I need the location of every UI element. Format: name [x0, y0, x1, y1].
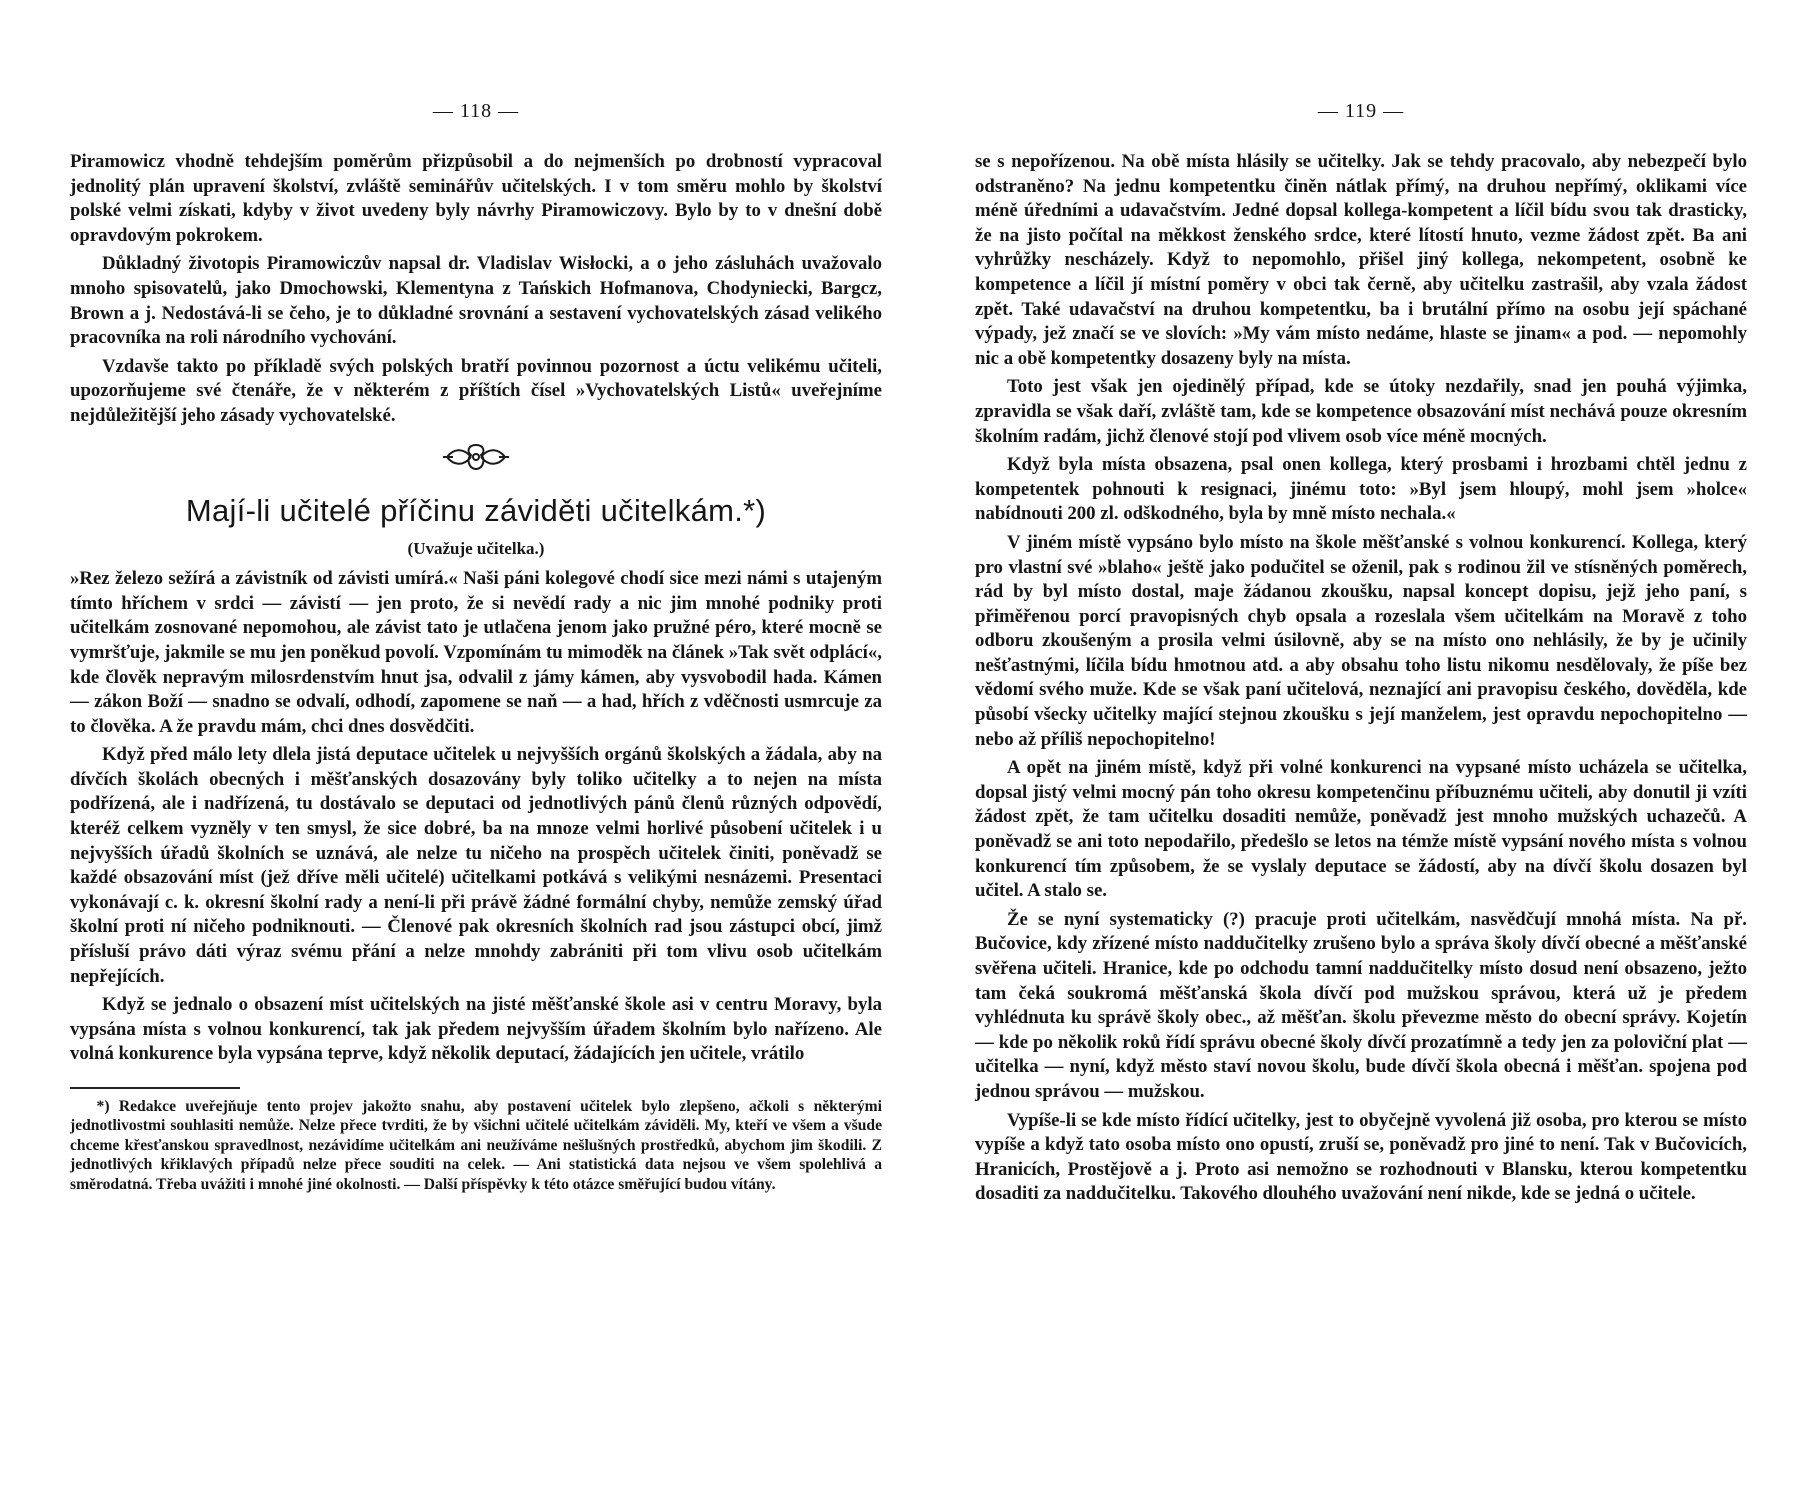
- intro-paragraph: Piramowicz vhodně tehdejším poměrům přizpůsobil a do nejmenších po drobností vypracoval jednolitý plán upravení školství, zvláště seminářův učitelských. I v tom směru mohlo by školství polské velmi získati, kdyby v život uvedeny byly návrhy Piramowiczovy. Bylo by to v dnešní době opravdovým pokrokem.: [70, 151, 882, 246]
- ornament-divider-icon: [70, 439, 882, 479]
- intro-paragraph: Důkladný životopis Piramowiczův napsal dr. Vladislav Wisłocki, a o jeho zásluhách uvažovalo mnoho spisovatelů, jako Dmochowski, Klementyna z Tańskich Hofmanova, Chodyniecki, Bargcz, Brown a j. Nedostává-li se čeho, je to důkladné srovnání a sestavení vychovatelských zásad velikého pracovníka na roli národního vychování.: [70, 253, 882, 349]
- right-column: [975, 150, 1747, 1207]
- body-paragraph: Vypíše-li se kde místo řídící učitelky, jest to obyčejně vyvolená již osoba, pro kterou se místo vypíše a když tato osoba místo ono opustí, zruší se, poněvadž pro jiné to není. Tak v Bučovicích, Hranicích, Prostějově a j. Proto asi nemožno se rozhodnouti v Blansku, kterou kompetentku dosaditi za naddučitelku. Takového dlouhého uvažování není nikde, kde se jedná o učitele.: [975, 1109, 1747, 1205]
- intro-paragraph: Vzdavše takto po příkladě svých polských bratří povinnou pozornost a úctu velikému učiteli, upozorňujeme své čtenáře, že v některém z příštích čísel »Vychovatelských Listů« uveřejníme nejdůležitější jeho zásady vychovatelské.: [70, 355, 882, 426]
- page-number-left: — 118 —: [432, 100, 520, 122]
- article-title: Mají-li učitelé příčinu záviděti učitelkám.*): [185, 492, 767, 528]
- left-column: [70, 150, 882, 1194]
- body-paragraph: Když byla místa obsazena, psal onen kollega, který prosbami i hrozbami chtěl jednu z kompetentek pohnouti k resignaci, jinému toto: »Byl jsem hloupý, mohl jsem »holce« nabídnouti 200 zl. odškodného, byla by mně místo nechala.«: [975, 454, 1747, 525]
- body-paragraph: Toto jest však jen ojedinělý případ, kde se útoky nezdařily, snad jen pouhá výjimka, zpravidla se však daří, zvláště tam, kde se kompetence obsazování míst nechává pouze okresním školním radám, jichž členové stojí pod vlivem osob více méně mocných.: [975, 376, 1747, 447]
- footnote-rule: [70, 1087, 240, 1089]
- body-paragraph: V jiném místě vypsáno bylo místo na škole měšťanské s volnou konkurencí. Kollega, který pro vlastní své »blaho« ještě jako podučitel se oženil, pak s rodinou žil ve stísněných poměrech, rád by byl místo dostal, maje žádanou zkoušku, napsal koncept dopisu, jejž jeho paní, s přiměřenou porcí pravopisných chyb opsala a rozeslala všem učitelkám na Moravě z toho odboru zkoušeným a prosila velmi úsilovně, aby se na místo ono nehlásily, že by je učinily nešťastnými, líčila bídu hmotnou atd. a aby obsahu toho listu nikomu nesdělovaly, že píše bez vědomí svého muže. Kde se však paní učitelová, neznající ani pravopisu českého, dověděla, kde působí všecky učitelky mající stejnou zkoušku s její manželem, jest opravdu nepochopitelno — nebo až příliš nepochopitelno!: [975, 531, 1747, 750]
- footnote-text: *) Redakce uveřejňuje tento projev jakožto snahu, aby postavení učitelek bylo zlepšeno, ačkoli s některými jednotlivostmi souhlasiti nemůže. Nelze přece tvrditi, že by všichni učitelé učitelkám záviděli. My, kteří ve všem a všude chceme křesťanskou spravedlnost, nezávidíme učitelkám ani neužíváme nešlušných prostředků, abychom jim škodili. Z jednotlivých křiklavých případů nelze přece souditi na celek. — Ani statistická data nejsou ve všem spolehlivá a směrodatná. Třeba uvážiti i mnohé jiné okolnosti. — Další příspěvky k této otázce směřující budou vítány.: [70, 1098, 882, 1193]
- article-byline: (Uvažuje učitelka.): [407, 538, 545, 558]
- article-paragraph: »Rez železo sežírá a závistník od závisti umírá.« Naši páni kolegové chodí sice mezi námi s utajeným tímto hříchem v srdci — závistí — jen proto, že si nevědí rady a nic jim mnohé podniky proti učitelkám zosnované nepomohou, ale závist tato je utlačena jenom jako pružné péro, které mocně se vymršťuje, jakmile se mu jen poněkud povolí. Vzpomínám tu mimoděk na článek »Tak svět odplácí«, kde člověk nepravým milosrdenstvím hnut jsa, odvalil z jámy kámen, aby vysvobodil hada. Kámen — zákon Boží — snadno se odvalí, odhodí, zapomene se naň — a had, hřích z vděčnosti usmrcuje za to člověka. A že pravdu mám, chci dnes dosvědčiti.: [70, 568, 882, 737]
- footnote: [70, 1097, 882, 1194]
- body-paragraph: Že se nyní systematicky (?) pracuje proti učitelkám, nasvědčují mnohá místa. Na př. Bučovice, kdy zřízené místo naddučitelky zrušeno bylo a správa školy dívčí obecné a měšťanské svěřena učiteli. Hranice, kde po odchodu tamní naddučitelky místo dosud není obsazeno, ježto tam čeká soukromá měšťanská škola dívčí pod mužskou správou, která už je předem vyhlédnuta ku správě školy obec., až měšťan. školu převezme město do obecní správy. Kojetín — kde po několik roků řídí správu obecné školy dívčí prozatímně a tedy jen za poloviční plat — učitelka — nyní, když město staví novou školu, bude dívčí škola obecná i měšťan. spojena pod jednou správou — mužskou.: [975, 908, 1747, 1102]
- article-paragraph: Když před málo lety dlela jistá deputace učitelek u nejvyšších orgánů školských a žádala, aby na dívčích školách obecných i měšťanských dosazovány byly toliko učitelky a to nejen na místa podřízená, ale i nadřízená, tu dostávalo se deputaci od jednotlivých pánů členů různých odpovědí, kteréž celkem vyzněly v ten smysl, že sice dobré, ba na mnoze velmi horlivé působení učitelek i u nejvyšších úřadů školních se uznává, ale nelze tu ničeho na prospěch učitelek činiti, poněvadž se každé obsazování míst (jež dříve měli učitelé) učitelkami potkává s velikými nesnázemi. Presentaci vykonávají c. k. okresní školní rady a není-li při právě žádné formální chyby, nemůže zemský úřad školní proti ní ničeho podniknouti. — Členové pak okresních školních rad jsou zástupci obcí, jimž přísluší právo dáti výraz svému přání a nelze mnohdy zabrániti při tom vlivu osob učitelkám nepřejících.: [70, 744, 882, 987]
- page-number-right: — 119 —: [1317, 100, 1405, 122]
- body-paragraph: se s nepořízenou. Na obě místa hlásily se učitelky. Jak se tehdy pracovalo, aby nebezpečí bylo odstraněno? Na jednu kompetentku činěn nátlak přímý, na druhou nepřímý, oklikami více méně úředními a udavačstvím. Jedné dopsal kollega-kompetent a líčil bídu svou tak drasticky, že na jisto počítal na měkkost ženského srdce, které lítostí hnuto, vezme žádost zpět. Ba ani vyhrůžky nescházely. Když to nepomohlo, přišel jiný kollega, nekompetent, osobně ke kompetence a líčil jí místní poměry v obci tak černě, aby učitelku zastrašil, aby vzala žádost zpět. Také udavačství na druhou kompetentku, ba i brutální přímo na osobu její spáchané výpady, jež značí se ve slovích: »My vám místo nedáme, hlaste se jinam« a pod. — nepomohly nic a obě kompetentky dosazeny byly na místa.: [975, 151, 1747, 369]
- article-paragraph: Když se jednalo o obsazení míst učitelských na jisté měšťanské škole asi v centru Moravy, byla vypsána místa s volnou konkurencí, tak jak předem nejvyšším úřadem školním bylo nařízeno. Ale volná konkurence byla vypsána teprve, když několik deputací, žádajících jen učitele, vrátilo: [70, 994, 882, 1065]
- body-paragraph: A opět na jiném místě, když při volné konkurenci na vypsané místo ucházela se učitelka, dopsal jistý velmi mocný pán toho okresu kompetenčinu příbuznému učiteli, aby donutil ji vzíti žádost zpět, že tam učitelku dosaditi nemůže, poněvadž jest mnoho mužských uchazečů. A poněvadž se ani toto nepodařilo, předešlo se letos na témže místě vypsání nového místa s volnou konkurencí tím způsobem, že se vyslaly deputace se žádostí, aby na dívčí školu dosazen byl učitel. A stalo se.: [975, 757, 1747, 902]
